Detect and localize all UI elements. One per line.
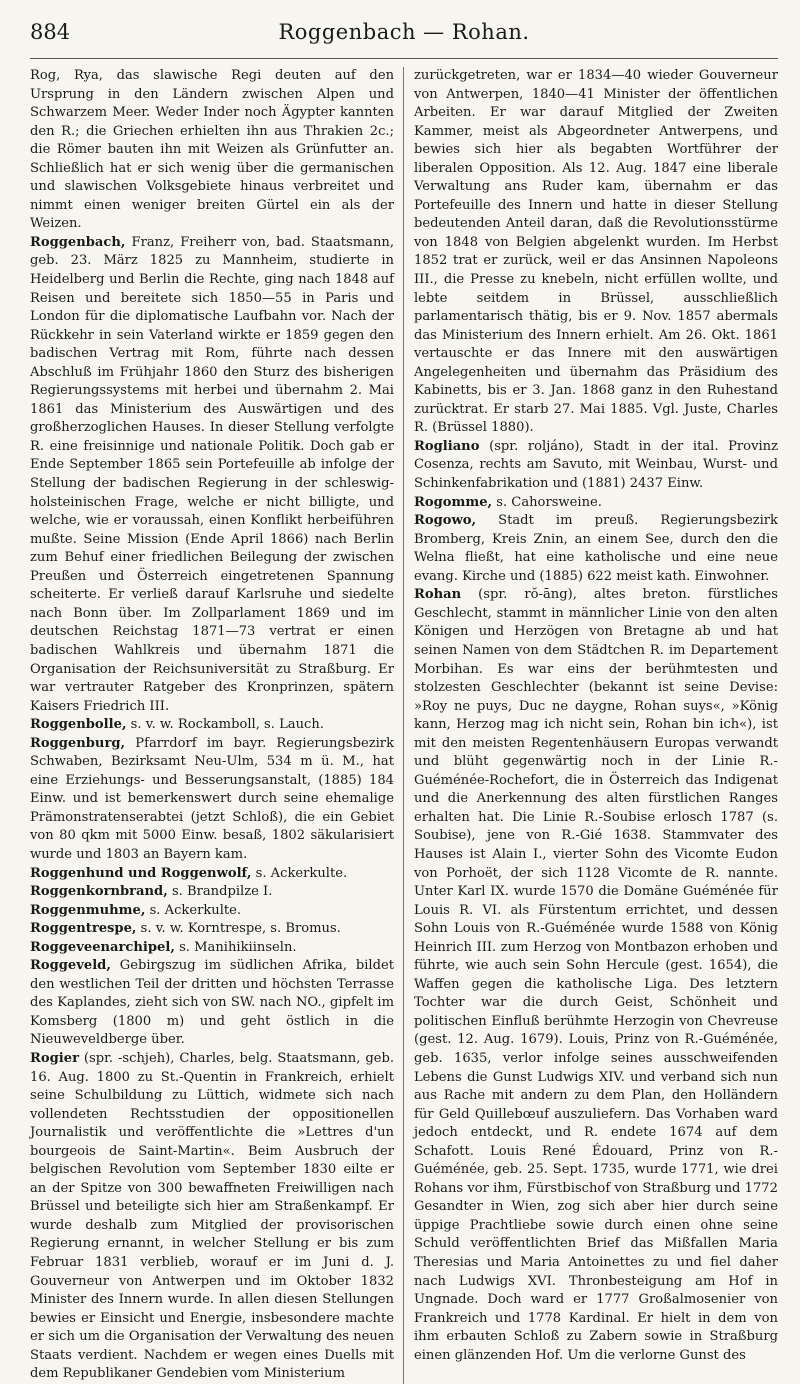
entry-text: s. v. w. Korntrespe, s. Bromus. [136,921,341,937]
entry-text: Rog, Rya, das slawische Regi deuten auf den Ursprung in den Ländern zwischen Alpen und Schwarzem Meer. Weder Inder noch Ägypter kannten den R.; die Griechen erhielten ihn aus Thrakien 2c.; die Römer bauten ihn mit Weizen als Grünfutter an. Schließlich hat er sich wenig über die germanischen und slawischen Volksgebiete hinaus verbreitet und nimmt einen weniger breiten Gürtel ein als der Weizen. [30,68,394,232]
entry-text: zurückgetreten, war er 1834—40 wieder Gouverneur von Antwerpen, 1840—41 Minister der öffentlichen Arbeiten. Er war darauf Mitglied der Zweiten Kammer, meist als Abgeordneter Antwerpens, und bewies sich hier als begabten Wortführer der liberalen Opposition. Als 12. Aug. 1847 eine liberale Verwaltung ans Ruder kam, übernahm er das Portefeuille des Innern und hatte in dieser Stellung bedeutenden Anteil daran, daß die Revolutionsstürme von 1848 von Belgien abgelenkt wurden. Im Herbst 1852 trat er zurück, weil er das Ansinnen Napoleons III., die Presse zu knebeln, nicht erfüllen wollte, und lebte seitdem in Brüssel, ausschließlich parlamentarisch thätig, bis er 9. Nov. 1857 abermals das Ministerium des Innern erhielt. Am 26. Okt. 1861 vertauschte er das Innere mit den auswärtigen Angelegenheiten und übernahm das Präsidium des Kabinetts, bis er 3. Jan. 1868 ganz in den Ruhestand zurücktrat. Er starb 27. Mai 1885. Vgl. Juste, Charles R. (Brüssel 1880). [413,68,778,436]
entry [30,1050,394,1384]
entry-text: (spr. -schjeh), Charles, belg. Staatsmann, geb. 16. Aug. 1800 zu St.-Quentin in Frankreich, erhielt seine Schulbildung zu Lüttich, widmete sich nach vollendeten Rechtsstudien der oppositionellen Journalistik und veröffentlichte die »Lettres d'un bourgeois de Saint-Martin«. Beim Ausbruch der belgischen Revolution vom September 1830 eilte er an der Spitze von 300 bewaffneten Freiwilligen nach Brüssel und beteiligte sich hier am Straßenkampf. Er wurde deshalb zum Mitglied der provisorischen Regierung ernannt, in welcher Stellung er bis zum Februar 1831 verblieb, worauf er im Juni d. J. Gouverneur von Antwerpen und im Oktober 1832 Minister des Innern wurde. In allen diesen Stellungen bewies er Einsicht und Energie, insbesondere machte er sich um die Organisation der Verwaltung des neuen Staats verdient. Nachdem er wegen eines Duells mit dem Republikaner Gendebien vom Ministerium [30,1050,394,1382]
entry-headword: Roggenburg, [30,735,126,751]
entry-headword: Roggentrespe, [30,921,137,937]
entry [30,67,394,234]
entry-text: (spr. rŏ-āng), altes breton. fürstliches Geschlecht, stammt in männlicher Linie von den alten Königen und Herzögen von Bretagne ab und hat seinen Namen von dem Städtchen R. im Departement Morbihan. Es war eins der berühmtesten und stolzesten Geschlechter (bekannt ist seine Devise: »Roy ne puys, Duc ne daygne, Rohan suys«, »König kann, Herzog mag ich nicht sein, Rohan bin ich«), ist mit den meisten Regentenhäusern Europas verwandt und blüht gegenwärtig noch in der Linie R.-Guéménée-Rochefort, die in Österreich das Indigenat und die Anerkennung des alten fürstlichen Ranges erhalten hat. Die Linie R.-Soubise erlosch 1787 (s. Soubise), jene von R.-Gié 1638. Stammvater des Hauses ist Alain I., vierter Sohn des Vicomte Eudon von Porhoët, der sich 1128 Vicomte de R. nannte. Unter Karl IX. wurde 1570 die Domäne Guéménée für Louis R. VI. als Fürstentum errichtet, und dessen Sohn Louis von R.-Guéménée wurde 1588 von König Heinrich III. zum Herzog von Montbazon erhoben und führte, wie auch sein Sohn Hercule (gest. 1654), die Waffen gegen die katholische Liga. Des letztern Tochter war die durch Geist, Schönheit und politischen Einfluß berühmte Herzogin von Chevreuse (gest. 12. Aug. 1679). Louis, Prinz von R.-Guéménée, geb. 1635, verlor infolge seines ausschweifenden Lebens die Gunst Ludwigs XIV. und verband sich nun aus Rache mit andern zu dem Plan, den Holländern für Geld Quillebœuf auszuliefern. Das Vorhaben ward jedoch entdeckt, und R. endete 1674 auf dem Schafott. Louis René Édouard, Prinz von R.-Guéménée, geb. 25. Sept. 1735, wurde 1771, wie drei Rohans vor ihm, Fürstbischof von Straßburg und 1772 Gesandter in Wien, zog sich aber hier durch seine üppige Prachtliebe sowie durch einen ohne seine Schuld veröffentlichten Brief das Mißfallen Maria Theresias und Maria Antoinettes zu und fiel daher nach Ludwigs XVI. Thronbesteigung am Hof in Ungnade. Doch ward er 1777 Großalmosenier von Frankreich und 1778 Kardinal. Er hielt in dem von ihm erbauten Schloß zu Zabern sowie in Straßburg einen glänzenden Hof. Um die verlorne Gunst des [413,587,778,1363]
entry-headword: Roggeveld, [30,958,111,974]
entry [30,902,394,921]
entry-text: Gebirgszug im südlichen Afrika, bildet den westlichen Teil der dritten und höchsten Terrasse des Kaplandes, zieht sich von SW. nach NO., gipfelt im Komsberg (1800 m) und geht östlich in die Nieuweveldberge über. [30,958,394,1048]
entry [30,920,394,939]
entry-text: s. Cahorsweine. [492,494,602,510]
entry-headword: Roggenmuhme, [30,902,146,918]
entry-headword: Roggeveenarchipel, [30,939,175,955]
entry [30,939,394,958]
page-number: 884 [30,20,71,44]
entry [30,883,394,902]
entry-text: Franz, Freiherr von, bad. Staatsmann, geb. 23. März 1825 zu Mannheim, studierte in Heidelberg und Berlin die Rechte, ging nach 1848 auf Reisen und bereitete sich 1850—55 in Paris und London für die diplomatische Laufbahn vor. Nach der Rückkehr in sein Vaterland wirkte er 1859 gegen den badischen Vertrag mit Rom, führte nach dessen Abschluß im Frühjahr 1860 den Sturz des bisherigen Regierungssystems mit herbei und übernahm 2. Mai 1861 das Ministerium des Auswärtigen und des großherzoglichen Hauses. In dieser Stellung verfolgte R. eine freisinnige und nationale Politik. Doch gab er Ende September 1865 sein Portefeuille ab infolge der Stellung der badischen Regierung in der schleswig-holsteinischen Frage, welche er nicht billigte, und welche, wie er voraussah, einen Konflikt herbeiführen mußte. Seine Mission (Ende April 1866) nach Berlin zum Behuf einer friedlichen Beilegung der zwischen Preußen und Österreich eingetretenen Spannung scheiterte. Er verließ darauf Karlsruhe und siedelte nach Bonn über. Im Zollparlament 1869 und im deutschen Reichstag 1871—73 vertrat er einen badischen Wahlkreis und übernahm 1871 die Organisation der Reichsuniversität zu Straßburg. Er war vertrauter Ratgeber des Kronprinzen, spätern Kaisers Friedrich III. [30,234,394,714]
text-columns [30,67,778,1384]
entry [414,67,778,438]
entry-text: s. Brandpilze I. [167,884,273,900]
entry [30,716,394,735]
entry-headword: Rogier [30,1050,79,1066]
right-column [404,67,778,1384]
entry-text: Stadt im preuß. Regierungsbezirk Bromberg, Kreis Znin, an einem See, durch den die Welna fließt, hat eine katholische und eine neue evang. Kirche und (1885) 622 meist kath. Einwohner. [413,513,778,584]
entry-text: (spr. roljáno), Stadt in der ital. Provinz Cosenza, rechts am Savuto, mit Weinbau, Wurst- und Schinkenfabrikation und (1881) 2437 Einw. [413,438,778,492]
entry-headword: Roggenbolle, [30,717,127,733]
left-column [30,67,403,1384]
entry [414,438,778,494]
entry [30,735,394,865]
entry [30,865,394,884]
entry [414,512,778,586]
entry [30,234,394,716]
entry-headword: Rogowo, [413,513,477,529]
entry [414,586,778,1365]
entry [30,957,394,1050]
entry-text: Pfarrdorf im bayr. Regierungsbezirk Schwaben, Bezirksamt Neu-Ulm, 534 m ü. M., hat eine Erziehungs- und Besserungsanstalt, (1885) 184 Einw. und ist bemerkenswert durch seine ehemalige Prämonstratenserabtei (jetzt Schloß), die ein Gebiet von 80 qkm mit 5000 Einw. besaß, 1802 säkularisiert wurde und 1803 an Bayern kam. [30,735,394,862]
entry-headword: Rogliano [413,438,480,454]
entry [414,494,778,513]
entry-text: s. v. w. Rockamboll, s. Lauch. [126,717,324,733]
entry-headword: Roggenbach, [30,234,126,250]
running-title: Roggenbach — Rohan. [278,20,530,44]
entry-text: s. Ackerkulte. [251,865,348,881]
entry-headword: Roggenhund und Roggenwolf, [30,865,252,881]
entry-headword: Roggenkornbrand, [30,884,168,900]
page-header [30,14,778,59]
entry-text: s. Ackerkulte. [145,902,242,918]
entry-headword: Rogomme, [413,494,493,510]
entry-headword: Rohan [413,587,462,603]
entry-text: s. Manihikiinseln. [174,939,297,955]
